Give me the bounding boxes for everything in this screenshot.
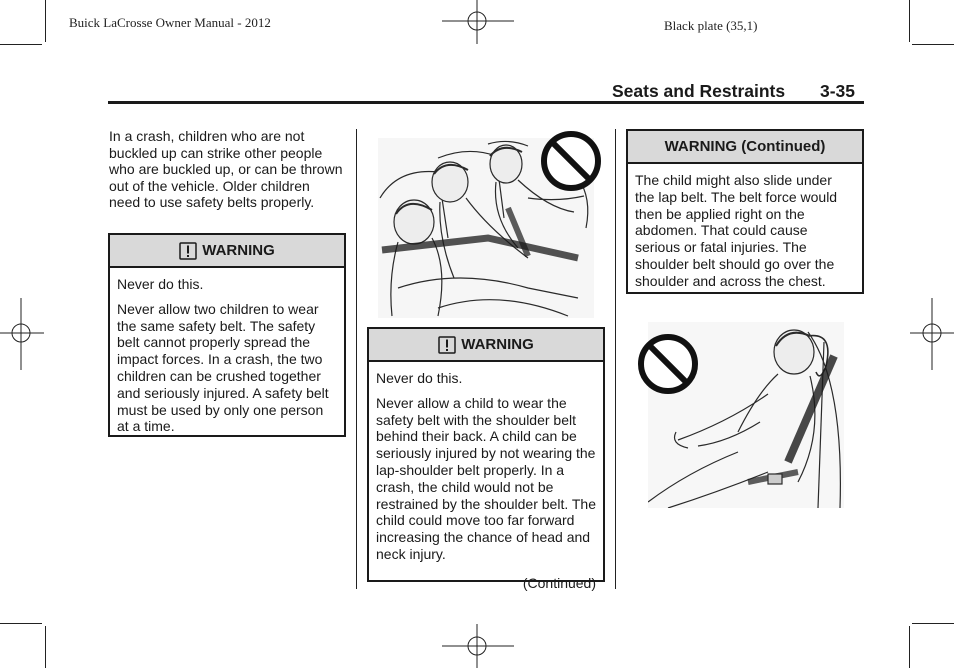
warning-paragraph: Never do this. <box>376 370 463 386</box>
warning-box-3 <box>626 129 864 294</box>
section-header <box>612 81 855 102</box>
prohibition-icon <box>637 333 699 395</box>
section-title: Seats and Restraints <box>612 81 786 101</box>
column-divider-1 <box>356 129 357 589</box>
warning-paragraph: Never do this. <box>117 276 204 292</box>
plate-label: Black plate (35,1) <box>664 18 758 33</box>
warning-title: WARNING <box>461 336 534 353</box>
warning-paragraph: Never allow two children to wear the same safety belt. The safety belt cannot properly spread the impact forces. In a crash, the two children can be crushed together and seriously injured. A safety belt must be used by only one person at a time. <box>117 300 329 435</box>
intro-paragraph: In a crash, children who are not buckled up can strike other people who are buckled up, or can be thrown out of the vehicle. Older children need to use safety belts properly. <box>109 128 343 210</box>
warning-icon <box>438 336 456 354</box>
prohibition-icon <box>540 130 602 192</box>
manual-title: Buick LaCrosse Owner Manual - 2012 <box>69 15 271 30</box>
warning-box-1 <box>108 233 346 437</box>
registration-mark-top <box>442 0 514 44</box>
page-number: 3-35 <box>820 81 856 101</box>
registration-mark-bottom <box>442 624 514 668</box>
warning-title: WARNING (Continued) <box>664 138 826 155</box>
header-rule <box>108 101 864 104</box>
warning-header <box>369 329 603 362</box>
column-divider-2 <box>615 129 616 589</box>
continued-label: (Continued) <box>522 574 596 591</box>
registration-mark-right <box>910 298 954 370</box>
warning-box-2 <box>367 327 605 591</box>
warning-paragraph: Never allow a child to wear the safety belt with the shoulder belt behind their back. A child can be seriously injured by not wearing the lap-shoulder belt properly. In a crash, the child would not be restrained by the shoulder belt. The child could move too far forward increasing the chance of head and neck injury. <box>376 394 596 562</box>
warning-header <box>628 131 862 164</box>
warning-body <box>110 268 344 441</box>
warning-icon <box>179 242 197 260</box>
registration-mark-left <box>0 298 44 370</box>
warning-title: WARNING <box>202 242 275 259</box>
warning-body <box>628 164 862 296</box>
warning-body <box>369 362 603 598</box>
warning-paragraph: The child might also slide under the lap belt. The belt force would then be applied right on the abdomen. That could cause serious or fatal injuries. The shoulder belt should go over the shoulder and across the chest. <box>635 172 838 289</box>
warning-header <box>110 235 344 268</box>
